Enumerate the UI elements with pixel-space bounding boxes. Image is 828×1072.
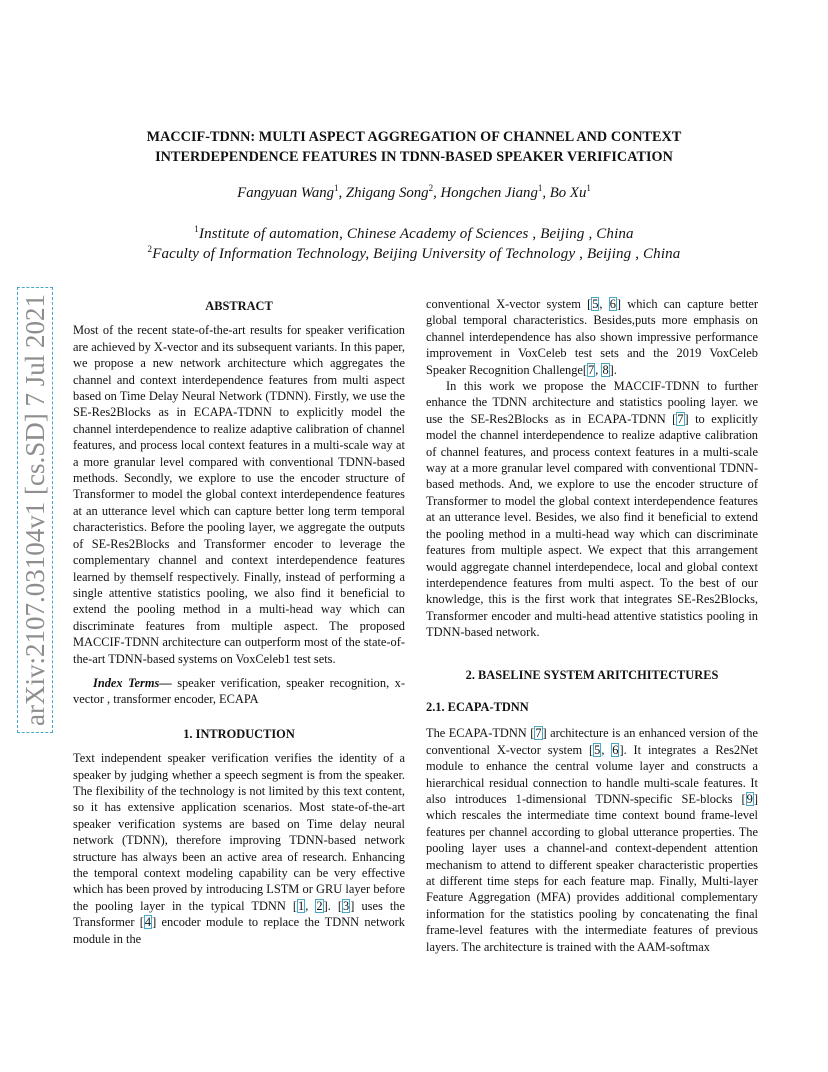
cite-sep: , [599, 297, 609, 311]
arxiv-stamp-text[interactable]: arXiv:2107.03104v1 [cs.SD] 7 Jul 2021 [17, 287, 53, 733]
intro-heading: 1. INTRODUCTION [183, 726, 295, 741]
citation-link[interactable]: 1 [298, 898, 305, 913]
author-list [80, 182, 748, 204]
citation-link[interactable]: 3 [343, 898, 350, 913]
section-2-heading: 2. BASELINE SYSTEM ARITCHITECTURES [465, 667, 719, 682]
affiliation-2 [80, 244, 748, 264]
abstract-body: Most of the recent state-of-the-art results for speaker verification are achieved by X-vector and its subsequent variants. In this paper, we propose a new network architecture which aggregates the channel and context interdependence features from multi aspect based on Time Delay Neural Network (TDNN). Firstly, we use the SE-Res2Blocks as in ECAPA-TDNN to explicitly model the channel interdependence to realize adaptive calibration of channel features, and process local context features in a multi-scale way at a more granular level compared with conventional TDNN-based methods. Secondly, we explore to use the encoder structure of Transformer to model the global context interdependence features at an utterance level which can capture better long term temporal characteristics. Before the pooling layer, we aggregate the outputs of SE-Res2Blocks and Transformer encoder to leverage the complementary channel and context interdependence features learned by themself respectively. Finally, instead of performing a single attentive statistics pooling, we also find it beneficial to extend the pooling method in a multi-head way which can discriminate features from multiple aspect. The proposed MACCIF-TDNN architecture can outperform most of the state-of-the-art TDNN-based systems on VoxCeleb1 test sets. [73, 323, 405, 666]
body-text: ]. It integrates a Res2Net module to enhance the central volume layer and constructs a hierarchical residual connection to handle multi-scale features. It also introduces 1-dimensional TDNN-specific SE-blocks [ [426, 742, 758, 806]
author-name: Bo Xu [549, 185, 587, 201]
body-text: The ECAPA-TDNN [ [426, 726, 535, 741]
cite-sep: , [601, 742, 612, 757]
body-text: ] to explicitly model the channel interdependence to realize adaptive calibration of channel features, and process context features in a multi-scale way at a more granular level compared with conventional TDNN-based methods. And, we explore to use the encoder structure of Transformer to model the global context interdependence features at an utterance level. Besides, we also find it beneficial to extend the pooling method in a multi-head way which can discriminate features from multiple aspect. We expect that this arrangement would aggregate channel interdependece, local and global context interdependence features from multi aspect. To the best of our knowledge, this is the first work that integrates SE-Res2Blocks, Transformer encoder and multi-head attentive statistics pooling in TDNN-based network. [426, 411, 758, 640]
affiliation-text: Institute of automation, Chinese Academy of Sciences , Beijing , China [198, 226, 634, 242]
title-line-2: INTERDEPENDENCE FEATURES IN TDNN-BASED SPEAKER VERIFICATION [155, 149, 673, 165]
body-text: conventional X-vector system [ [426, 297, 592, 311]
title-line-1: MACCIF-TDNN: MULTI ASPECT AGGREGATION OF CHANNEL AND CONTEXT [146, 129, 682, 145]
body-text: ] which rescales the intermediate time context bound frame-level features per channel according to global utterance properties. The pooling layer uses a channel-and context-dependent attention mechanism to attend to different speaker characteristic properties at different time steps for each feature map. Finally, Multi-layer Feature Aggregation (MFA) provides additional complementary information for the statistics pooling by concatenating the final frame-level features with the intermediate features of previous layers. The architecture is trained with the AAM-softmax [426, 791, 758, 954]
author-sep: , [338, 185, 346, 201]
citation-link[interactable]: 7 [677, 411, 684, 426]
index-terms-text: speaker verification, speaker recognition, x-vector , transformer encoder, ECAPA [73, 675, 405, 707]
citation-link[interactable]: 6 [609, 297, 616, 311]
affiliation-1 [80, 224, 748, 244]
author-name: Zhigang Song [345, 185, 429, 201]
citation-link[interactable]: 6 [612, 742, 619, 757]
arxiv-stamp [12, 280, 58, 740]
citation-link[interactable]: 5 [592, 297, 599, 311]
left-column [73, 296, 405, 947]
subsection-2-1-heading: 2.1. ECAPA-TDNN [426, 699, 529, 714]
ecapa-paragraph [426, 725, 758, 955]
cite-sep: , [305, 898, 316, 913]
body-text: ]. [609, 362, 617, 377]
intro-paragraph: Text independent speaker verification verifies the identity of a speaker by judging whether a speech segment is from the speaker. The flexibility of the technology is not limited by this text content, so it has extensive application scenarios. Most state-of-the-art speaker verification systems are based on Time delay neural network (TDNN), therefore improving TDNN-based network structure has always been an active area of research. Enhancing the temporal context modeling capability can be very effective which has been proved by introducing LSTM or GRU layer before the pooling layer in the typical TDNN [1, 2]. [3] uses the Transformer [4] encoder module to replace the TDNN network module in the [73, 751, 405, 946]
author-affil-mark: 1 [334, 183, 339, 194]
author-affil-mark: 1 [537, 183, 543, 194]
affiliation-mark: 1 [194, 224, 199, 234]
contribution-paragraph [426, 378, 758, 641]
body-text: ] which can capture better global temporal characteristics. Besides,puts more emphasis on channel interdependence has also shown impressive performance improvement in VoxCeleb test sets and the 2019 VoxCeleb Speaker Recognition Challenge[ [426, 297, 759, 377]
right-column [426, 296, 758, 955]
intro-text: ] encoder module to replace the TDNN network module in the [73, 915, 405, 946]
author-affil-mark: 2 [428, 183, 434, 194]
abstract-heading: ABSTRACT [205, 299, 273, 313]
body-text: ] architecture is an enhanced version of the conventional X-vector system [ [426, 726, 758, 757]
citation-link[interactable]: 5 [594, 742, 601, 757]
citation-link[interactable]: 9 [746, 791, 753, 806]
paper-title [80, 127, 748, 167]
author-sep: , [433, 185, 441, 201]
intro-text: ]. [ [323, 898, 343, 913]
cite-sep: , [595, 362, 602, 377]
citation-link[interactable]: 7 [535, 726, 542, 741]
citation-link[interactable]: 8 [602, 362, 609, 377]
index-terms [73, 675, 405, 708]
intro-continued [426, 296, 758, 378]
author-name: Hongchen Jiang [440, 185, 538, 201]
intro-text: Text independent speaker verification verifies the identity of a speaker by judging whether a speech segment is from the speaker. The flexibility of the technology is not limited by this text content, so it has extensive application scenarios. Most state-of-the-art speaker verification systems are based on Time delay neural network (TDNN), therefore improving TDNN-based network structure has always been an active area of research. Enhancing the temporal context modeling capability can be very effective which has been proved by introducing LSTM or GRU layer before the pooling layer in the typical TDNN [73, 751, 405, 913]
index-terms-label: Index Terms— [93, 675, 172, 690]
author-affil-mark: 1 [586, 183, 591, 194]
citation-link[interactable]: 7 [588, 362, 595, 377]
author-name: Fangyuan Wang [237, 185, 335, 201]
body-text: In this work we propose the MACCIF-TDNN to further enhance the TDNN architecture and statistics pooling layer. we use the SE-Res2Blocks as in ECAPA-TDNN [ [426, 379, 758, 426]
intro-text: ] uses the Transformer [ [73, 898, 405, 930]
affiliation-mark: 2 [147, 244, 153, 254]
author-sep: , [542, 185, 550, 201]
affiliation-text: Faculty of Information Technology, Beijing University of Technology , Beijing , China [152, 246, 681, 262]
citation-link[interactable]: 2 [316, 898, 323, 913]
citation-link[interactable]: 4 [144, 915, 152, 930]
